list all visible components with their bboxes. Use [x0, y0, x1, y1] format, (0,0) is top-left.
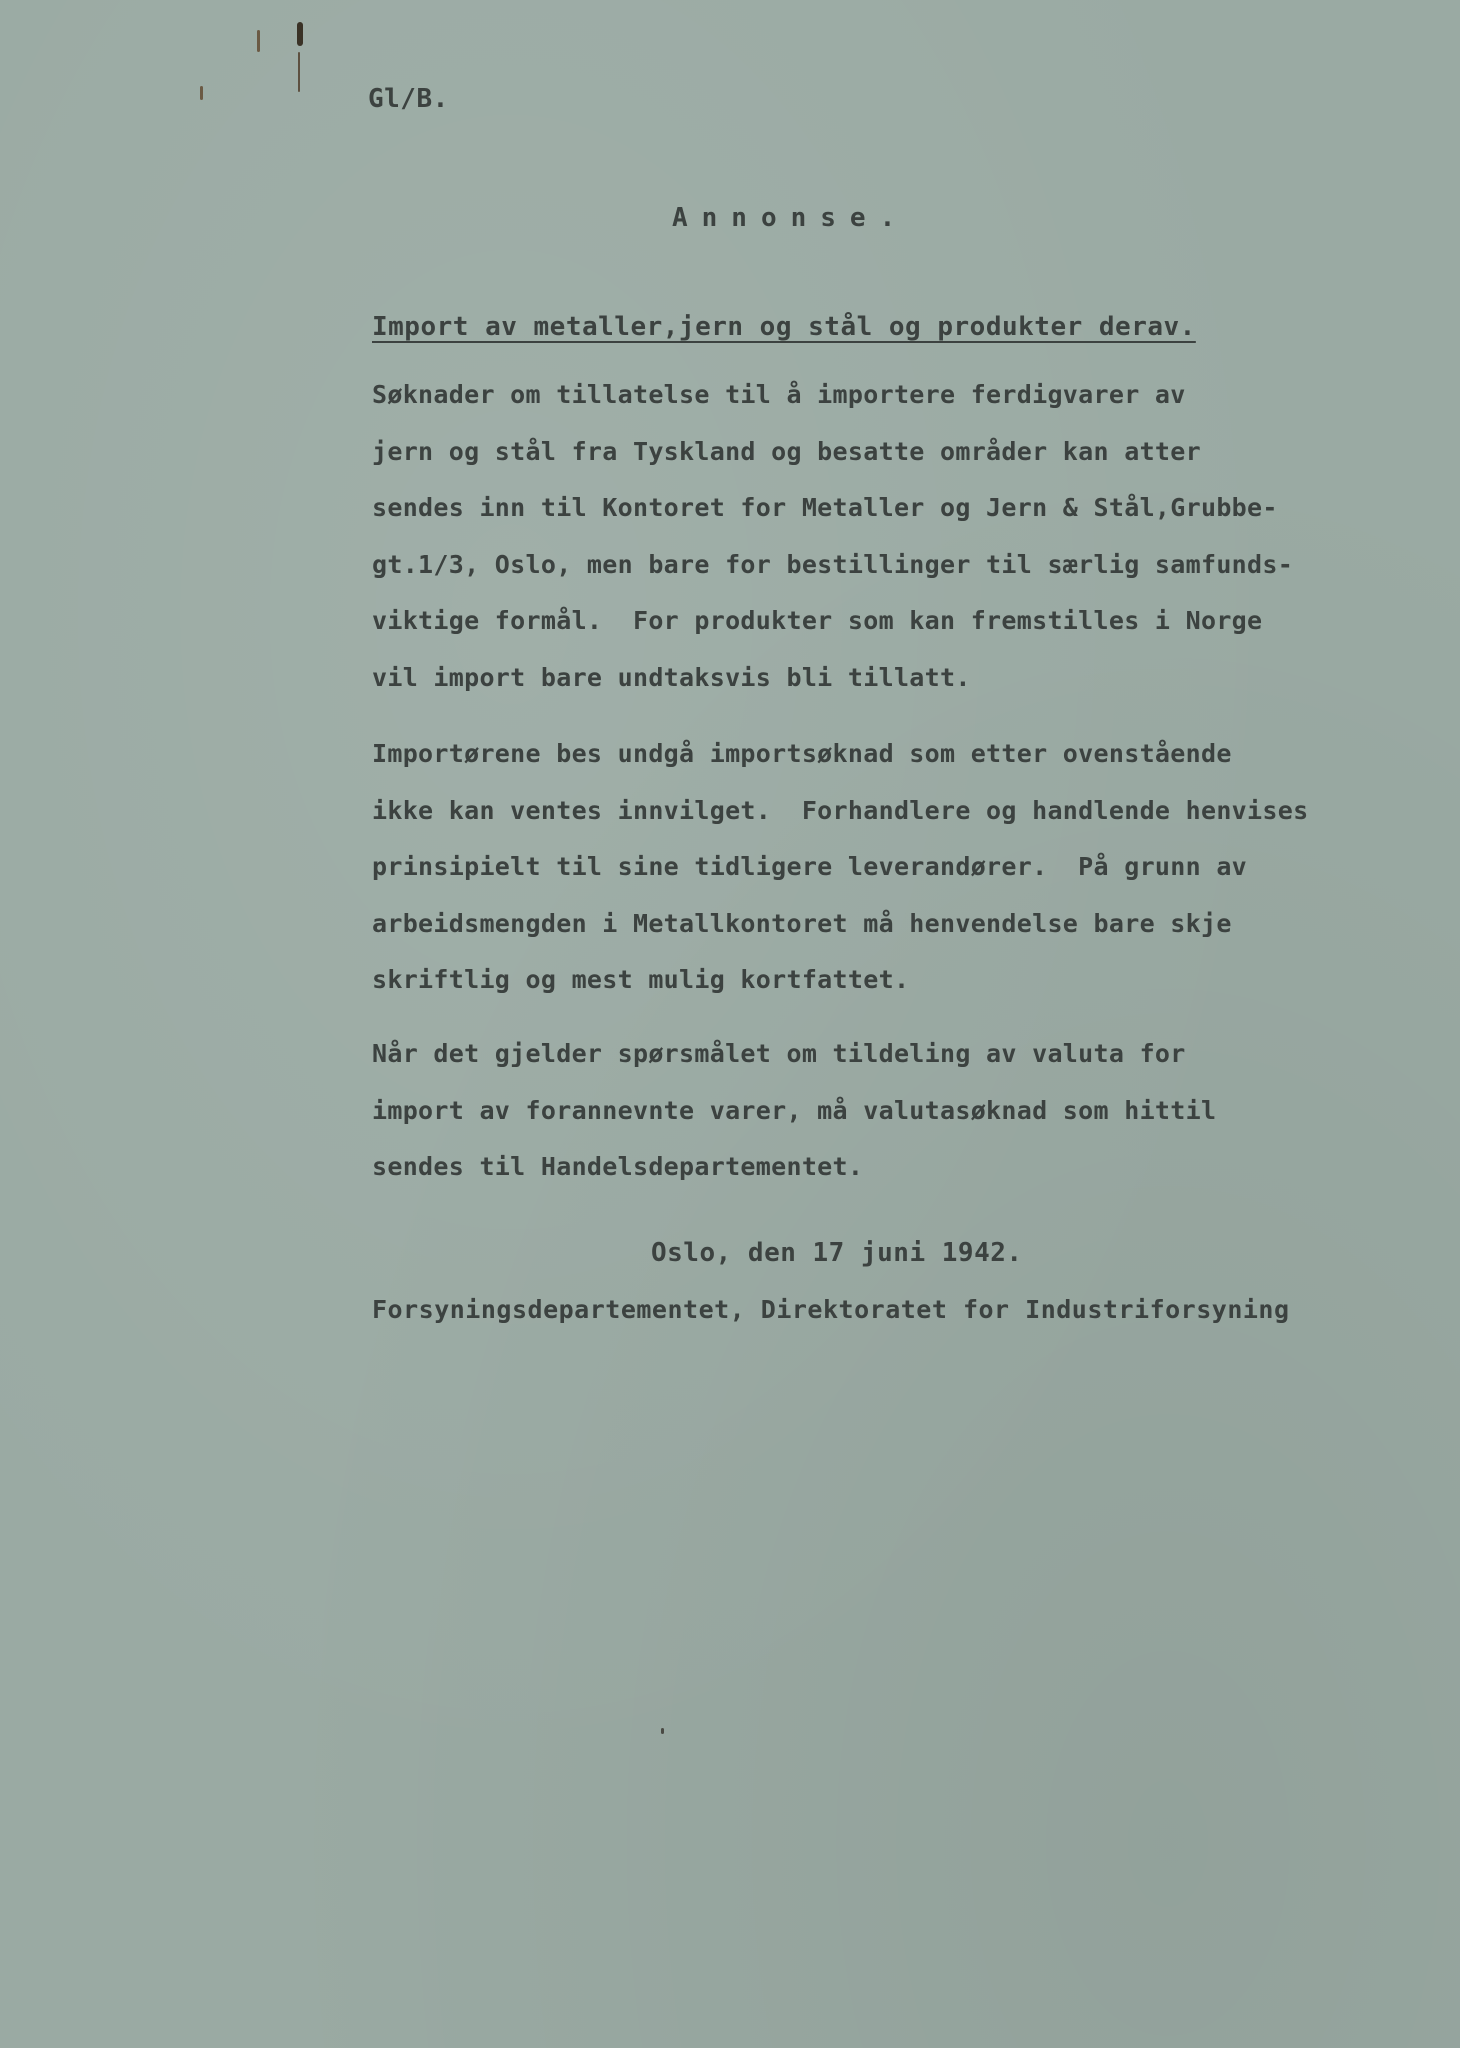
paragraph-line: gt.1/3, Oslo, men bare for bestillinger til særlig samfunds-	[372, 549, 1294, 579]
punch-mark-top	[297, 22, 303, 46]
paragraph-3	[372, 1026, 1216, 1196]
paragraph-1	[372, 367, 1293, 706]
paragraph-line: viktige formål. For produkter som kan fremstilles i Norge	[372, 606, 1263, 635]
paragraph-line: Søknader om tillatelse til å importere ferdigvarer av	[372, 380, 1186, 409]
paragraph-line: sendes til Handelsdepartementet.	[372, 1152, 864, 1181]
paragraph-line: Når det gjelder spørsmålet om tildeling av valuta for	[372, 1039, 1186, 1068]
paragraph-line: vil import bare undtaksvis bli tillatt.	[372, 662, 971, 692]
punch-mark-left	[257, 30, 260, 52]
reference-code: Gl/B.	[368, 84, 449, 114]
paragraph-line: import av forannevnte varer, må valutasøknad som hittil	[372, 1095, 1217, 1125]
paragraph-line: arbeidsmengden i Metallkontoret må henvendelse bare skje	[372, 908, 1232, 938]
paragraph-line: skriftlig og mest mulig kortfattet.	[372, 965, 910, 994]
paragraph-line: ikke kan ventes innvilget. Forhandlere og handlende henvises	[372, 795, 1309, 825]
paragraph-line: sendes inn til Kontoret for Metaller og Jern & Stål,Grubbe-	[372, 493, 1278, 522]
paragraph-line: jern og stål fra Tyskland og besatte områder kan atter	[372, 436, 1201, 466]
paragraph-line: Importørene bes undgå importsøknad som etter ovenstående	[372, 739, 1232, 768]
margin-speck	[200, 86, 203, 100]
punch-mark-line	[298, 52, 300, 92]
paper-speck	[661, 1728, 664, 1734]
date-line: Oslo, den 17 juni 1942.	[651, 1238, 1023, 1268]
paragraph-line: prinsipielt til sine tidligere leverandører. På grunn av	[372, 852, 1248, 881]
subject-heading: Import av metaller,jern og stål og produkter derav.	[372, 312, 1196, 342]
signature-line: Forsyningsdepartementet, Direktoratet for Industriforsyning	[372, 1295, 1290, 1324]
document-title: Annonse.	[672, 203, 910, 233]
paragraph-2	[372, 726, 1308, 1009]
